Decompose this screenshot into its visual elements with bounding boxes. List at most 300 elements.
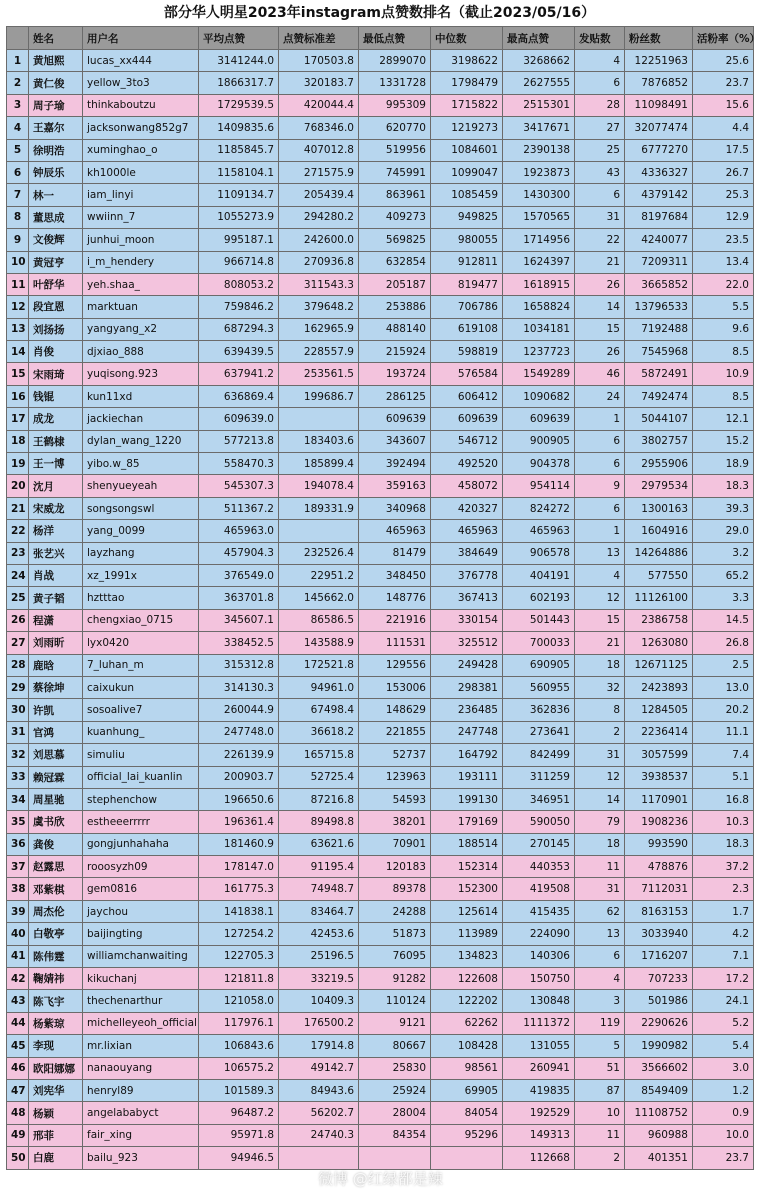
cell-active-rate: 26.8	[693, 632, 754, 654]
cell-name: 沈月	[29, 475, 83, 497]
cell-username: simuliu	[83, 744, 199, 766]
cell-likes-stddev: 271575.9	[279, 161, 359, 183]
header-rank	[7, 27, 29, 50]
cell-rank: 10	[7, 251, 29, 273]
cell-rank: 8	[7, 206, 29, 228]
cell-max-likes: 465963	[503, 520, 575, 542]
table-row	[7, 856, 754, 878]
cell-median: 179169	[431, 811, 503, 833]
table-row	[7, 251, 754, 273]
cell-min-likes: 2899070	[359, 50, 431, 72]
cell-name: 段宜恩	[29, 296, 83, 318]
cell-active-rate: 1.2	[693, 1079, 754, 1101]
watermark: 微博 @红绿都是辣	[318, 1170, 443, 1188]
cell-followers: 4379142	[625, 184, 693, 206]
cell-max-likes: 700033	[503, 632, 575, 654]
cell-followers: 4336327	[625, 161, 693, 183]
cell-min-likes: 51873	[359, 923, 431, 945]
table-row	[7, 296, 754, 318]
table-row	[7, 564, 754, 586]
cell-likes-stddev: 42453.6	[279, 923, 359, 945]
table-row	[7, 990, 754, 1012]
cell-username: mr.lixian	[83, 1035, 199, 1057]
cell-active-rate: 0.9	[693, 1102, 754, 1124]
cell-likes-stddev: 52725.4	[279, 766, 359, 788]
cell-followers: 960988	[625, 1124, 693, 1146]
cell-avg-likes: 511367.2	[199, 497, 279, 519]
cell-max-likes: 1090682	[503, 385, 575, 407]
cell-active-rate: 29.0	[693, 520, 754, 542]
table-row	[7, 744, 754, 766]
cell-active-rate: 10.3	[693, 811, 754, 833]
cell-avg-likes: 161775.3	[199, 878, 279, 900]
cell-avg-likes: 122705.3	[199, 945, 279, 967]
cell-name: 钱锟	[29, 385, 83, 407]
cell-avg-likes: 995187.1	[199, 229, 279, 251]
cell-likes-stddev: 145662.0	[279, 587, 359, 609]
cell-rank: 36	[7, 833, 29, 855]
cell-active-rate: 17.5	[693, 139, 754, 161]
cell-avg-likes: 121811.8	[199, 968, 279, 990]
cell-name: 黄冠亨	[29, 251, 83, 273]
cell-rank: 17	[7, 408, 29, 430]
cell-likes-stddev: 74948.7	[279, 878, 359, 900]
cell-active-rate: 37.2	[693, 856, 754, 878]
cell-name: 王一博	[29, 453, 83, 475]
cell-min-likes: 221916	[359, 609, 431, 631]
cell-max-likes: 900905	[503, 430, 575, 452]
cell-followers: 11108752	[625, 1102, 693, 1124]
cell-name: 刘扬扬	[29, 318, 83, 340]
cell-median: 465963	[431, 520, 503, 542]
cell-avg-likes: 345607.1	[199, 609, 279, 631]
cell-username: caixukun	[83, 676, 199, 698]
cell-avg-likes: 363701.8	[199, 587, 279, 609]
cell-avg-likes: 1158104.1	[199, 161, 279, 183]
cell-followers: 1284505	[625, 699, 693, 721]
cell-followers: 1300163	[625, 497, 693, 519]
cell-followers: 1263080	[625, 632, 693, 654]
cell-likes-stddev: 189331.9	[279, 497, 359, 519]
table-row	[7, 699, 754, 721]
cell-likes-stddev	[279, 408, 359, 430]
cell-likes-stddev: 172521.8	[279, 654, 359, 676]
cell-max-likes: 273641	[503, 721, 575, 743]
cell-avg-likes: 260044.9	[199, 699, 279, 721]
cell-avg-likes: 545307.3	[199, 475, 279, 497]
cell-min-likes: 343607	[359, 430, 431, 452]
cell-likes-stddev: 83464.7	[279, 900, 359, 922]
cell-name: 赵露思	[29, 856, 83, 878]
cell-max-likes: 1430300	[503, 184, 575, 206]
cell-max-likes: 560955	[503, 676, 575, 698]
cell-followers: 4240077	[625, 229, 693, 251]
cell-active-rate: 25.6	[693, 50, 754, 72]
cell-max-likes: 1714956	[503, 229, 575, 251]
cell-followers: 2423893	[625, 676, 693, 698]
cell-rank: 43	[7, 990, 29, 1012]
cell-username: baijingting	[83, 923, 199, 945]
table-row	[7, 139, 754, 161]
cell-post-count: 119	[575, 1012, 625, 1034]
cell-median: 325512	[431, 632, 503, 654]
cell-username: thinkaboutzu	[83, 94, 199, 116]
cell-median: 199130	[431, 788, 503, 810]
cell-likes-stddev	[279, 520, 359, 542]
cell-min-likes: 348450	[359, 564, 431, 586]
cell-median: 1084601	[431, 139, 503, 161]
cell-min-likes: 148776	[359, 587, 431, 609]
cell-post-count: 1	[575, 408, 625, 430]
cell-name: 许凯	[29, 699, 83, 721]
table-row	[7, 385, 754, 407]
cell-min-likes: 465963	[359, 520, 431, 542]
header-followers: 粉丝数	[625, 27, 693, 50]
cell-avg-likes: 101589.3	[199, 1079, 279, 1101]
cell-name: 鹿晗	[29, 654, 83, 676]
cell-name: 宋威龙	[29, 497, 83, 519]
page-title: 部分华人明星2023年instagram点赞数排名（截止2023/05/16）	[163, 5, 596, 21]
cell-median: 188514	[431, 833, 503, 855]
cell-rank: 34	[7, 788, 29, 810]
cell-likes-stddev: 242600.0	[279, 229, 359, 251]
cell-likes-stddev: 170503.8	[279, 50, 359, 72]
cell-post-count: 6	[575, 72, 625, 94]
cell-max-likes: 1034181	[503, 318, 575, 340]
cell-name: 鞠婧祎	[29, 968, 83, 990]
table-row	[7, 94, 754, 116]
cell-likes-stddev: 185899.4	[279, 453, 359, 475]
cell-active-rate: 7.1	[693, 945, 754, 967]
cell-avg-likes: 106843.6	[199, 1035, 279, 1057]
cell-likes-stddev: 10409.3	[279, 990, 359, 1012]
cell-active-rate: 17.2	[693, 968, 754, 990]
cell-followers: 32077474	[625, 117, 693, 139]
cell-name: 王鹤棣	[29, 430, 83, 452]
cell-min-likes: 25924	[359, 1079, 431, 1101]
table-row	[7, 117, 754, 139]
cell-followers: 7876852	[625, 72, 693, 94]
cell-username: yeh.shaa_	[83, 273, 199, 295]
cell-median: 980055	[431, 229, 503, 251]
cell-max-likes: 2390138	[503, 139, 575, 161]
cell-avg-likes: 637941.2	[199, 363, 279, 385]
table-row	[7, 1147, 754, 1169]
cell-max-likes: 602193	[503, 587, 575, 609]
cell-avg-likes: 759846.2	[199, 296, 279, 318]
cell-median: 247748	[431, 721, 503, 743]
cell-max-likes: 590050	[503, 811, 575, 833]
cell-active-rate: 23.7	[693, 1147, 754, 1169]
cell-likes-stddev: 91195.4	[279, 856, 359, 878]
cell-rank: 15	[7, 363, 29, 385]
cell-name: 肖俊	[29, 341, 83, 363]
table-row	[7, 430, 754, 452]
cell-likes-stddev: 49142.7	[279, 1057, 359, 1079]
cell-min-likes: 745991	[359, 161, 431, 183]
cell-post-count: 87	[575, 1079, 625, 1101]
cell-likes-stddev: 183403.6	[279, 430, 359, 452]
cell-followers: 3033940	[625, 923, 693, 945]
cell-avg-likes: 127254.2	[199, 923, 279, 945]
cell-avg-likes: 196650.6	[199, 788, 279, 810]
cell-name: 董思成	[29, 206, 83, 228]
cell-post-count: 24	[575, 385, 625, 407]
cell-avg-likes: 96487.2	[199, 1102, 279, 1124]
cell-name: 刘宪华	[29, 1079, 83, 1101]
cell-post-count: 3	[575, 990, 625, 1012]
cell-likes-stddev: 89498.8	[279, 811, 359, 833]
cell-max-likes: 346951	[503, 788, 575, 810]
cell-active-rate: 22.0	[693, 273, 754, 295]
cell-active-rate: 13.0	[693, 676, 754, 698]
cell-max-likes: 1624397	[503, 251, 575, 273]
cell-median: 1715822	[431, 94, 503, 116]
cell-username: kun11xd	[83, 385, 199, 407]
cell-rank: 25	[7, 587, 29, 609]
cell-post-count: 8	[575, 699, 625, 721]
cell-post-count: 43	[575, 161, 625, 183]
cell-post-count: 25	[575, 139, 625, 161]
cell-likes-stddev: 176500.2	[279, 1012, 359, 1034]
cell-post-count: 15	[575, 609, 625, 631]
cell-rank: 49	[7, 1124, 29, 1146]
cell-followers: 13796533	[625, 296, 693, 318]
header-username: 用户名	[83, 27, 199, 50]
cell-rank: 13	[7, 318, 29, 340]
cell-median: 3198622	[431, 50, 503, 72]
cell-rank: 21	[7, 497, 29, 519]
cell-min-likes: 620770	[359, 117, 431, 139]
cell-name: 刘雨昕	[29, 632, 83, 654]
cell-avg-likes: 577213.8	[199, 430, 279, 452]
cell-followers: 5044107	[625, 408, 693, 430]
cell-name: 钟辰乐	[29, 161, 83, 183]
cell-post-count: 12	[575, 766, 625, 788]
cell-max-likes: 149313	[503, 1124, 575, 1146]
table-row	[7, 632, 754, 654]
ranking-table	[6, 26, 760, 1170]
cell-max-likes: 3417671	[503, 117, 575, 139]
cell-post-count: 18	[575, 833, 625, 855]
cell-active-rate: 5.1	[693, 766, 754, 788]
cell-avg-likes: 226139.9	[199, 744, 279, 766]
table-row	[7, 609, 754, 631]
table-row	[7, 408, 754, 430]
cell-min-likes: 995309	[359, 94, 431, 116]
cell-likes-stddev: 84943.6	[279, 1079, 359, 1101]
cell-active-rate: 5.5	[693, 296, 754, 318]
cell-max-likes: 1618915	[503, 273, 575, 295]
cell-username: yang_0099	[83, 520, 199, 542]
cell-followers: 7492474	[625, 385, 693, 407]
cell-max-likes: 415435	[503, 900, 575, 922]
cell-median: 108428	[431, 1035, 503, 1057]
cell-min-likes: 52737	[359, 744, 431, 766]
cell-median: 546712	[431, 430, 503, 452]
cell-username: chengxiao_0715	[83, 609, 199, 631]
cell-max-likes: 2627555	[503, 72, 575, 94]
cell-active-rate: 20.2	[693, 699, 754, 721]
cell-rank: 3	[7, 94, 29, 116]
table-row	[7, 229, 754, 251]
cell-active-rate: 4.4	[693, 117, 754, 139]
cell-rank: 12	[7, 296, 29, 318]
cell-rank: 7	[7, 184, 29, 206]
cell-username: rooosyzh09	[83, 856, 199, 878]
cell-min-likes: 340968	[359, 497, 431, 519]
cell-name: 叶舒华	[29, 273, 83, 295]
cell-name: 周子瑜	[29, 94, 83, 116]
cell-median: 819477	[431, 273, 503, 295]
cell-followers: 1604916	[625, 520, 693, 542]
cell-likes-stddev: 232526.4	[279, 542, 359, 564]
table-row	[7, 721, 754, 743]
cell-min-likes: 38201	[359, 811, 431, 833]
cell-rank: 18	[7, 430, 29, 452]
cell-max-likes: 260941	[503, 1057, 575, 1079]
cell-min-likes: 84354	[359, 1124, 431, 1146]
cell-username: hztttao	[83, 587, 199, 609]
cell-post-count: 2	[575, 1147, 625, 1169]
cell-min-likes: 153006	[359, 676, 431, 698]
cell-username: dylan_wang_1220	[83, 430, 199, 452]
cell-username: jackiechan	[83, 408, 199, 430]
cell-avg-likes: 636869.4	[199, 385, 279, 407]
cell-median: 122608	[431, 968, 503, 990]
cell-avg-likes: 1185845.7	[199, 139, 279, 161]
cell-min-likes: 609639	[359, 408, 431, 430]
table-row	[7, 878, 754, 900]
cell-max-likes: 362836	[503, 699, 575, 721]
cell-post-count: 31	[575, 744, 625, 766]
cell-min-likes: 91282	[359, 968, 431, 990]
table-row	[7, 654, 754, 676]
cell-median	[431, 1147, 503, 1169]
cell-active-rate: 3.3	[693, 587, 754, 609]
cell-rank: 22	[7, 520, 29, 542]
cell-min-likes: 129556	[359, 654, 431, 676]
cell-avg-likes: 639439.5	[199, 341, 279, 363]
cell-likes-stddev: 17914.8	[279, 1035, 359, 1057]
cell-rank: 33	[7, 766, 29, 788]
cell-active-rate: 13.4	[693, 251, 754, 273]
cell-median: 164792	[431, 744, 503, 766]
cell-likes-stddev: 311543.3	[279, 273, 359, 295]
cell-min-likes: 863961	[359, 184, 431, 206]
cell-active-rate: 10.9	[693, 363, 754, 385]
cell-median: 122202	[431, 990, 503, 1012]
cell-followers: 3938537	[625, 766, 693, 788]
cell-name: 陈飞宇	[29, 990, 83, 1012]
cell-likes-stddev: 768346.0	[279, 117, 359, 139]
table-row	[7, 1079, 754, 1101]
table-row	[7, 945, 754, 967]
cell-max-likes: 1923873	[503, 161, 575, 183]
cell-username: yangyang_x2	[83, 318, 199, 340]
cell-post-count: 11	[575, 856, 625, 878]
cell-median: 1798479	[431, 72, 503, 94]
cell-name: 官鸿	[29, 721, 83, 743]
cell-username: kh1000le	[83, 161, 199, 183]
cell-likes-stddev: 33219.5	[279, 968, 359, 990]
table-row	[7, 968, 754, 990]
cell-rank: 26	[7, 609, 29, 631]
cell-median: 62262	[431, 1012, 503, 1034]
cell-followers: 11126100	[625, 587, 693, 609]
cell-post-count: 4	[575, 50, 625, 72]
cell-name: 周杰伦	[29, 900, 83, 922]
cell-max-likes: 1658824	[503, 296, 575, 318]
cell-rank: 35	[7, 811, 29, 833]
cell-avg-likes: 1109134.7	[199, 184, 279, 206]
cell-likes-stddev: 143588.9	[279, 632, 359, 654]
cell-followers: 12671125	[625, 654, 693, 676]
cell-followers: 1908236	[625, 811, 693, 833]
cell-rank: 14	[7, 341, 29, 363]
cell-username: lyx0420	[83, 632, 199, 654]
cell-min-likes: 569825	[359, 229, 431, 251]
cell-followers: 2955906	[625, 453, 693, 475]
cell-post-count: 13	[575, 923, 625, 945]
cell-avg-likes: 808053.2	[199, 273, 279, 295]
cell-max-likes: 1549289	[503, 363, 575, 385]
cell-name: 宋雨琦	[29, 363, 83, 385]
cell-name: 虞书欣	[29, 811, 83, 833]
table-row	[7, 1124, 754, 1146]
cell-avg-likes: 376549.0	[199, 564, 279, 586]
cell-active-rate: 12.9	[693, 206, 754, 228]
cell-rank: 32	[7, 744, 29, 766]
cell-likes-stddev: 63621.6	[279, 833, 359, 855]
cell-rank: 23	[7, 542, 29, 564]
cell-likes-stddev	[279, 1147, 359, 1169]
header-post-count: 发贴数	[575, 27, 625, 50]
cell-followers: 1716207	[625, 945, 693, 967]
cell-avg-likes: 609639.0	[199, 408, 279, 430]
cell-active-rate: 15.2	[693, 430, 754, 452]
cell-median: 912811	[431, 251, 503, 273]
header-median: 中位数	[431, 27, 503, 50]
cell-max-likes: 419835	[503, 1079, 575, 1101]
cell-name: 黄子韬	[29, 587, 83, 609]
cell-name: 李现	[29, 1035, 83, 1057]
cell-post-count: 10	[575, 1102, 625, 1124]
cell-min-likes: 221855	[359, 721, 431, 743]
cell-post-count: 9	[575, 475, 625, 497]
cell-avg-likes: 1409835.6	[199, 117, 279, 139]
cell-median: 706786	[431, 296, 503, 318]
cell-max-likes: 311259	[503, 766, 575, 788]
cell-median: 576584	[431, 363, 503, 385]
cell-min-likes: 9121	[359, 1012, 431, 1034]
cell-followers: 3566602	[625, 1057, 693, 1079]
cell-min-likes: 359163	[359, 475, 431, 497]
cell-name: 徐明浩	[29, 139, 83, 161]
cell-post-count: 6	[575, 945, 625, 967]
cell-min-likes: 148629	[359, 699, 431, 721]
cell-username: sosoalive7	[83, 699, 199, 721]
cell-post-count: 2	[575, 721, 625, 743]
cell-likes-stddev: 294280.2	[279, 206, 359, 228]
cell-followers: 7112031	[625, 878, 693, 900]
cell-rank: 16	[7, 385, 29, 407]
cell-median: 492520	[431, 453, 503, 475]
cell-max-likes: 150750	[503, 968, 575, 990]
cell-rank: 39	[7, 900, 29, 922]
cell-name: 杨紫琼	[29, 1012, 83, 1034]
cell-likes-stddev: 67498.4	[279, 699, 359, 721]
